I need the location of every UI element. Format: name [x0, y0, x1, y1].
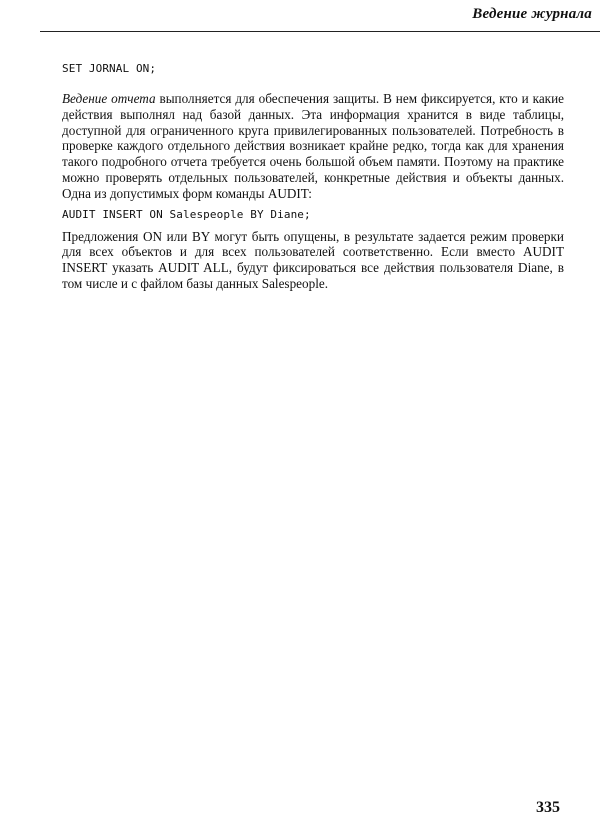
page-number: 335 [536, 799, 560, 816]
page-body [62, 62, 564, 292]
header-rule [40, 31, 600, 32]
code-line-set-jornal: SET JORNAL ON; [62, 62, 157, 75]
code-line-audit-insert: AUDIT INSERT ON Salespeople BY Diane; [62, 207, 311, 221]
paragraph-audit-description [62, 91, 564, 202]
italic-term: Ведение отчета [62, 91, 156, 106]
paragraph-text: выполняется для обеспечения защиты. В нем фиксируется, кто и какие действия выполнял над базой данных. Эта информация хранится в виде таблицы, доступной для ограниченного круга привилегированных пользователей. Потребность в проверке каждого отдельного действия возникает крайне редко, тогда как для хранения такого подробного отчета требуется очень большой объем памяти. Поэтому на практике можно проверять отдельных пользователей, конкретные действия и объекты данных. Одна из допустимых форм команды AUDIT: [62, 91, 564, 201]
paragraph-audit-options: Предложения ON или BY могут быть опущены, в результате задается режим проверки для всех объектов и для всех пользователей соответственно. Если вместо AUDIT INSERT указать AUDIT ALL, будут фиксироваться все действия пользователя Diane, в том числе и с файлом базы данных Salespeople. [62, 228, 564, 291]
running-head-title: Ведение журнала [472, 6, 592, 22]
